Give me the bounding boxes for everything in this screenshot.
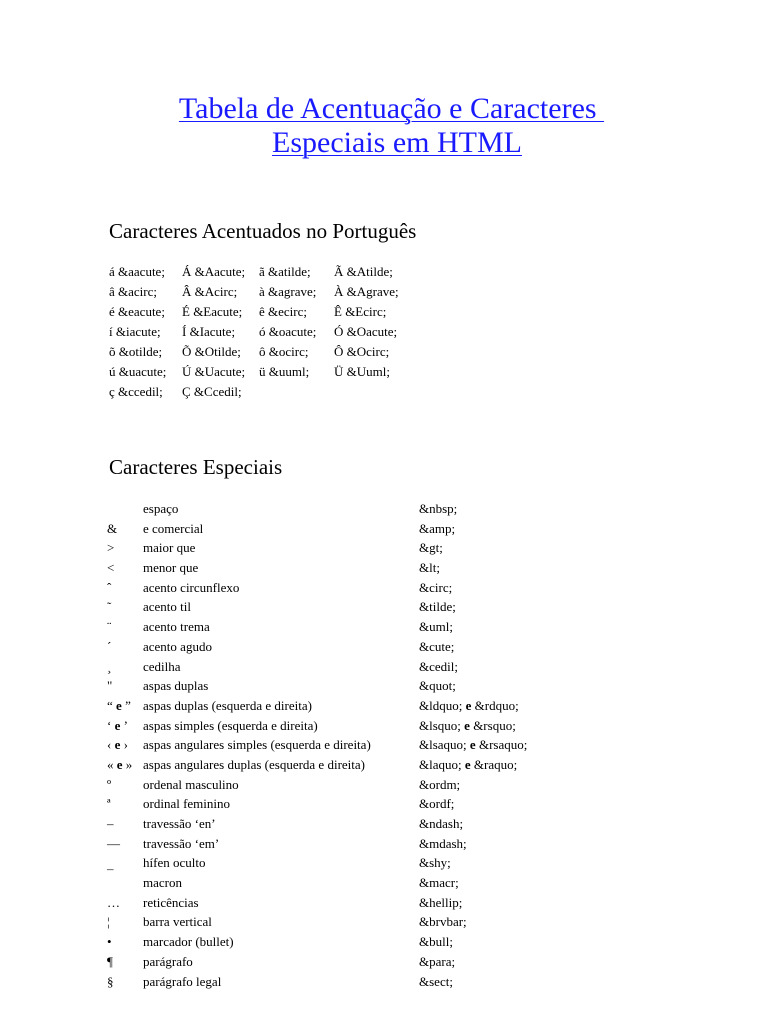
- special-symbol: º: [107, 776, 112, 792]
- accent-entry: ê &ecirc;: [259, 304, 307, 319]
- special-code: &gt;: [419, 540, 443, 556]
- accent-entry: é &eacute;: [109, 304, 165, 319]
- special-description: acento agudo: [143, 638, 212, 654]
- page-title-line-2[interactable]: Especiais em HTML: [272, 126, 522, 159]
- special-symbol: –: [107, 816, 114, 831]
- special-description: marcador (bullet): [143, 934, 234, 950]
- special-description: cedilha: [143, 658, 181, 674]
- special-code: &cedil;: [419, 658, 458, 674]
- accent-entry: á &aacute;: [109, 264, 165, 279]
- special-symbol: ª: [107, 796, 111, 812]
- special-description: acento trema: [143, 619, 210, 635]
- special-description: reticências: [143, 894, 199, 910]
- special-symbol: ˆ: [107, 579, 112, 595]
- special-code: &hellip;: [419, 894, 463, 910]
- special-description: e comercial: [143, 520, 204, 536]
- accent-entry: í &iacute;: [109, 324, 161, 339]
- special-symbol: ´: [107, 638, 112, 654]
- special-symbol: ¶: [107, 953, 113, 969]
- special-description: espaço: [143, 501, 179, 516]
- accent-entry: ü &uuml;: [259, 364, 310, 379]
- accent-entry: ô &ocirc;: [259, 344, 309, 359]
- special-code: &uml;: [419, 619, 453, 635]
- special-symbol: ‘ e ’: [107, 717, 128, 733]
- special-code: &macr;: [419, 875, 459, 891]
- special-description: macron: [143, 875, 182, 891]
- accent-entry: à &agrave;: [259, 284, 317, 299]
- special-code: &ndash;: [419, 816, 464, 831]
- accent-entry: Õ &Otilde;: [182, 344, 241, 359]
- accent-entry: õ &otilde;: [109, 344, 163, 359]
- accent-entry: Â &Acirc;: [182, 284, 238, 299]
- special-description: ordinal feminino: [143, 796, 231, 812]
- special-code: &quot;: [419, 678, 456, 694]
- special-description: barra vertical: [143, 914, 212, 930]
- special-description: menor que: [143, 560, 199, 576]
- special-description: acento circunflexo: [143, 579, 240, 595]
- special-code: &sect;: [419, 973, 453, 989]
- special-code: &ordm;: [419, 776, 461, 792]
- special-section-heading: Caracteres Especiais: [109, 455, 283, 479]
- special-code: &para;: [419, 953, 456, 969]
- special-description: aspas duplas: [143, 678, 209, 694]
- special-description: travessão ‘em’: [143, 835, 220, 851]
- special-code: &tilde;: [419, 599, 456, 615]
- accented-section-heading: Caracteres Acentuados no Português: [109, 219, 417, 243]
- special-description: parágrafo legal: [143, 973, 222, 989]
- accent-entry: Í &Iacute;: [182, 324, 236, 339]
- special-code: &laquo; e &raquo;: [419, 756, 518, 772]
- special-code: &bull;: [419, 934, 453, 950]
- special-symbol: ¸: [107, 658, 112, 674]
- special-description: hífen oculto: [143, 855, 206, 871]
- accent-entry: Á &Aacute;: [182, 264, 246, 279]
- special-symbol: “ e ”: [107, 697, 131, 713]
- accent-entry: Ü &Uuml;: [334, 364, 390, 379]
- special-symbol: §: [107, 973, 114, 989]
- special-code: &shy;: [419, 855, 451, 871]
- accent-entry: Ó &Oacute;: [334, 324, 398, 339]
- special-description: travessão ‘en’: [143, 816, 216, 831]
- accent-entry: Ê &Ecirc;: [334, 304, 387, 319]
- special-symbol: —: [107, 835, 120, 851]
- accent-entry: ç &ccedil;: [109, 384, 163, 399]
- accent-entry: Ã &Atilde;: [334, 264, 393, 279]
- special-symbol: ˜: [107, 599, 112, 615]
- accent-entry: Ú &Uacute;: [182, 364, 246, 379]
- special-description: parágrafo: [143, 953, 193, 969]
- special-code: &lt;: [419, 560, 440, 576]
- special-description: aspas duplas (esquerda e direita): [143, 697, 312, 713]
- special-description: ordenal masculino: [143, 776, 239, 792]
- special-description: acento til: [143, 599, 192, 615]
- special-symbol: &: [107, 520, 118, 536]
- special-code: &amp;: [419, 520, 456, 536]
- accent-entry: Ô &Ocirc;: [334, 344, 390, 359]
- special-symbol: ‹ e ›: [107, 737, 128, 753]
- special-code: &ldquo; e &rdquo;: [419, 697, 519, 713]
- special-description: aspas simples (esquerda e direita): [143, 717, 318, 733]
- special-code: &mdash;: [419, 835, 467, 851]
- special-description: aspas angulares simples (esquerda e direita): [143, 737, 371, 753]
- special-symbol: ¦: [107, 914, 110, 930]
- accent-entry: ú &uacute;: [109, 364, 167, 379]
- special-symbol: ¨: [107, 619, 112, 635]
- special-code: &lsquo; e &rsquo;: [419, 717, 516, 733]
- special-code: &nbsp;: [419, 501, 458, 516]
- special-symbol: <: [107, 560, 115, 576]
- special-code: &cute;: [419, 638, 455, 654]
- accent-entry: É &Eacute;: [182, 304, 243, 319]
- page-title-line-1[interactable]: Tabela de Acentuação e Caracteres: [178, 92, 605, 125]
- special-code: &ordf;: [419, 796, 455, 812]
- special-symbol: …: [107, 894, 120, 910]
- special-code: &lsaquo; e &rsaquo;: [419, 737, 528, 753]
- accent-entry: Ç &Ccedil;: [182, 384, 242, 399]
- special-symbol: ¯: [107, 867, 114, 883]
- special-description: aspas angulares duplas (esquerda e direita): [143, 756, 365, 772]
- accent-entry: â &acirc;: [109, 284, 157, 299]
- special-symbol: >: [107, 540, 115, 556]
- special-symbol: « e »: [107, 756, 133, 772]
- accent-entry: ó &oacute;: [259, 324, 317, 339]
- page-title[interactable]: [0, 92, 768, 160]
- accent-entry: ã &atilde;: [259, 264, 311, 279]
- special-description: maior que: [143, 540, 196, 556]
- special-symbol: •: [107, 934, 112, 950]
- special-code: &brvbar;: [419, 914, 467, 930]
- accent-entry: À &Agrave;: [334, 284, 399, 299]
- special-symbol: ": [107, 678, 113, 694]
- special-code: &circ;: [419, 579, 453, 595]
